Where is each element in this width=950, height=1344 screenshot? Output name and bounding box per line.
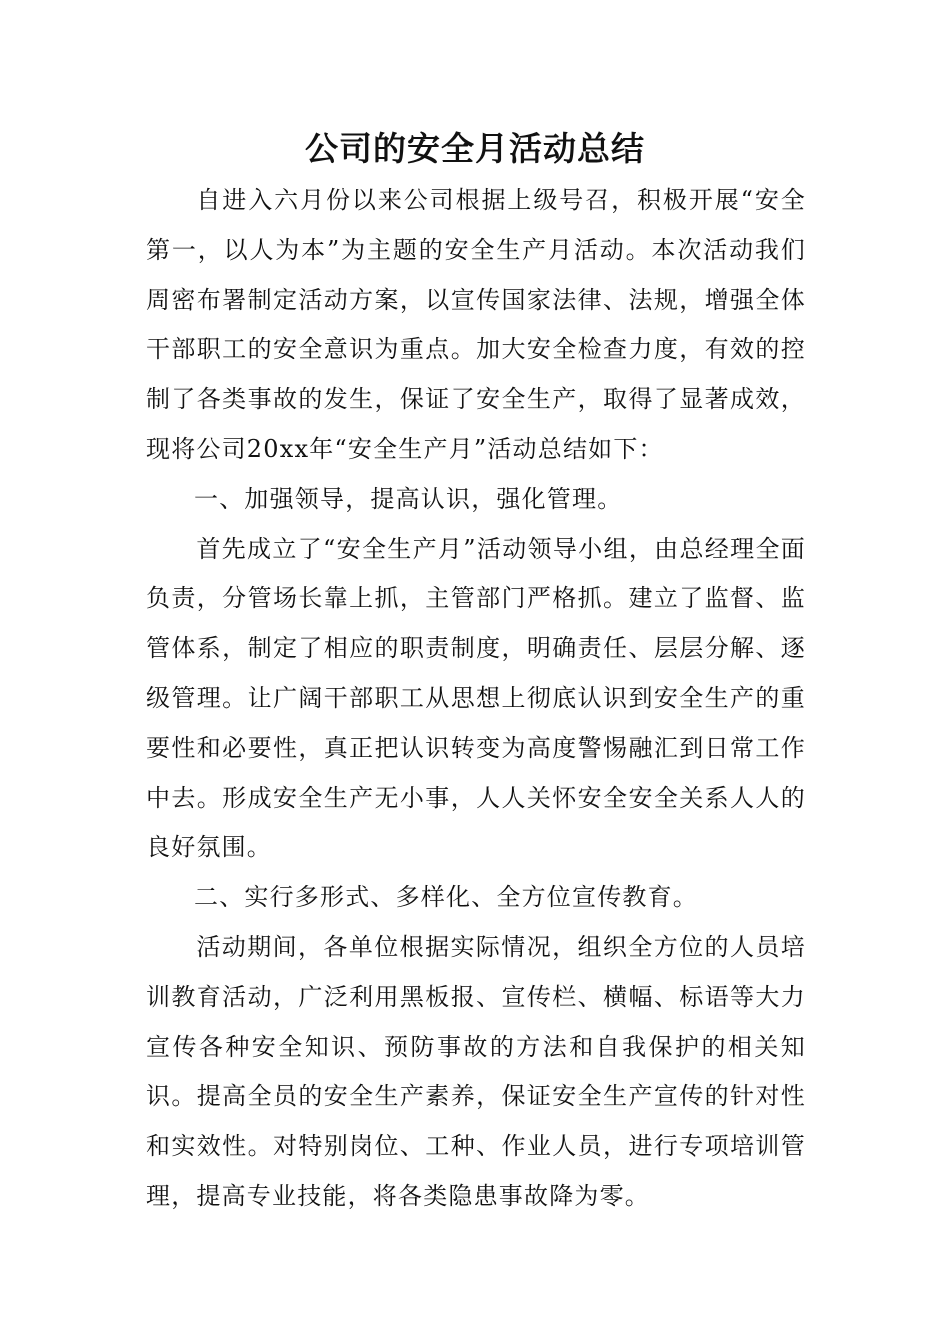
- paragraph-section-2: 活动期间，各单位根据实际情况，组织全方位的人员培训教育活动，广泛利用黑板报、宣传栏、横幅、标语等大力宣传各种安全知识、预防事故的方法和自我保护的相关知识。提高全员的安全生产素养，保证安全生产宣传的针对性和实效性。对特别岗位、工种、作业人员，进行专项培训管理，提高专业技能，将各类隐患事故降为零。: [146, 932, 806, 1210]
- document-title: 公司的安全月活动总结: [305, 129, 645, 168]
- paragraph-intro: 自进入六月份以来公司根据上级号召，积极开展“安全第一，以人为本”为主题的安全生产月活动。本次活动我们周密布署制定活动方案，以宣传国家法律、法规，增强全体干部职工的安全意识为重点。加大安全检查力度，有效的控制了各类事故的发生，保证了安全生产，取得了显著成效，现将公司20xx年“安全生产月”活动总结如下：: [146, 186, 806, 463]
- section-heading-2: 二、实行多形式、多样化、全方位宣传教育。: [194, 883, 698, 912]
- paragraph-section-1: 首先成立了“安全生产月”活动领导小组，由总经理全面负责，分管场长靠上抓，主管部门严格抓。建立了监督、监管体系，制定了相应的职责制度，明确责任、层层分解、逐级管理。让广阔干部职工从思想上彻底认识到安全生产的重要性和必要性，真正把认识转变为高度警惕融汇到日常工作中去。形成安全生产无小事，人人关怀安全安全关系人人的良好氛围。: [146, 534, 806, 862]
- document-body: [146, 176, 806, 1222]
- section-heading-1: 一、加强领导，提高认识，强化管理。: [194, 484, 623, 513]
